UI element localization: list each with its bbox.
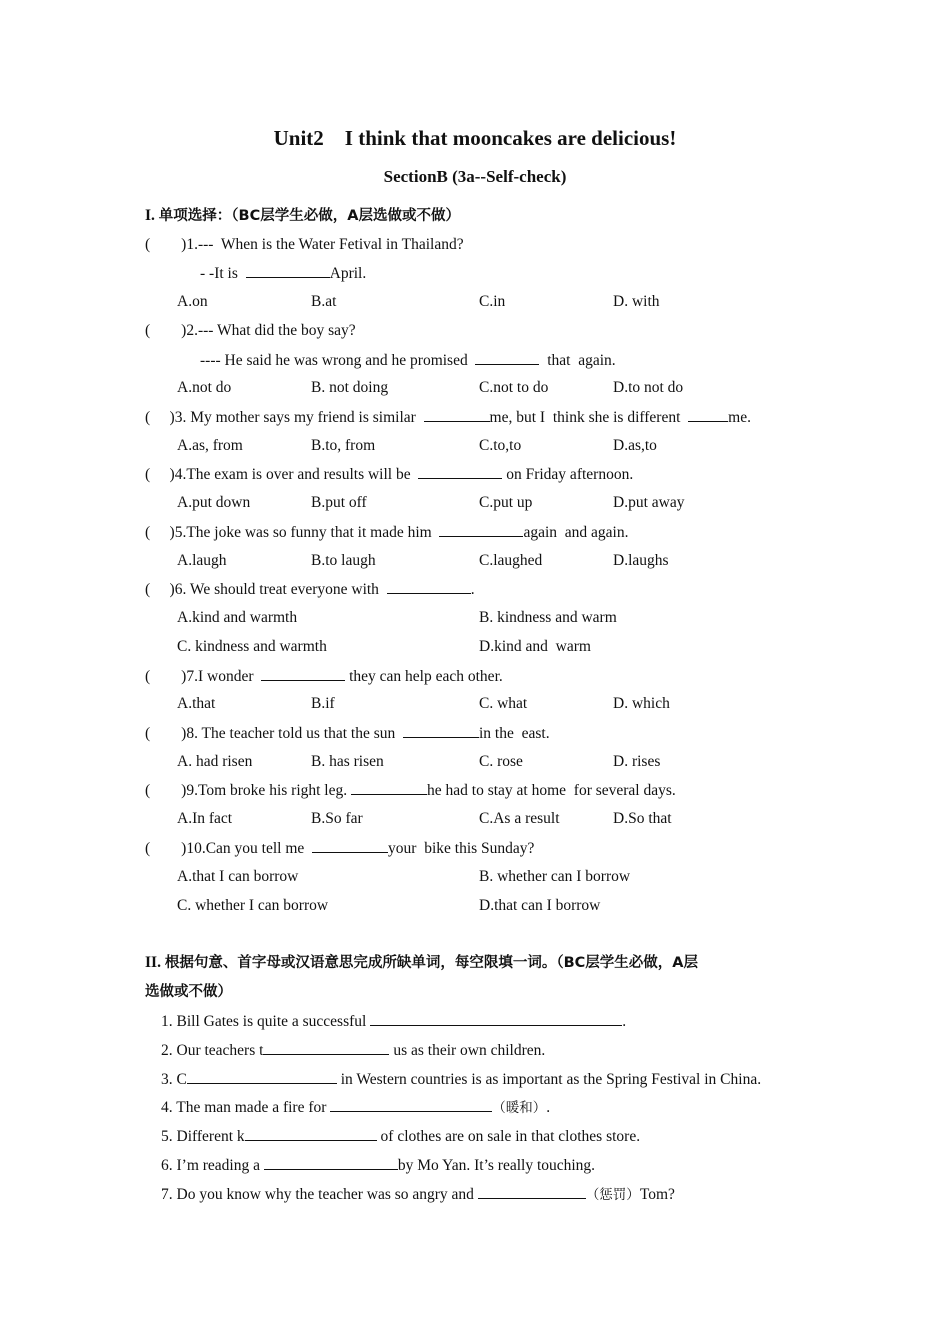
option-b: B.So far (311, 810, 363, 827)
answer-blank[interactable] (330, 1097, 492, 1112)
option-b: B.to laugh (311, 552, 376, 569)
question-7: ( )7.I wonder they can help each other. (145, 668, 503, 685)
option-b: B. has risen (311, 753, 384, 770)
option-d: D.to not do (613, 379, 684, 396)
section-1-heading (145, 201, 460, 231)
page-subtitle: SectionB (3a--Self-check) (383, 167, 567, 186)
page-title: Unit2 I think that mooncakes are delicious! (273, 126, 677, 150)
question-5: ( )5.The joke was so funny that it made him again and again. (145, 524, 629, 541)
option-d: D.put away (613, 494, 685, 511)
answer-blank[interactable] (263, 1040, 389, 1055)
section-2-heading (145, 948, 698, 978)
option-a: A.put down (177, 494, 251, 511)
option-d: D. with (613, 293, 660, 310)
option-d: D.as,to (613, 437, 657, 454)
fill-item-7: 7. Do you know why the teacher was so angry and （惩罚）Tom? (161, 1186, 675, 1203)
section-1-title: 单项选择：（BC层学生必做，A层选做或不做） (158, 208, 460, 224)
answer-blank[interactable] (370, 1011, 622, 1026)
question-1-answer-line: - -It is April. (200, 265, 367, 282)
answer-blank[interactable] (403, 723, 479, 738)
option-c: C. kindness and warmth (177, 638, 327, 655)
option-c: C.As a result (479, 810, 560, 827)
fill-item-6: 6. I’m reading a by Mo Yan. It’s really touching. (161, 1157, 596, 1174)
option-a: A.that I can borrow (177, 868, 299, 885)
option-d: D.kind and warm (479, 638, 591, 655)
option-b: B.put off (311, 494, 367, 511)
answer-blank[interactable] (439, 522, 523, 537)
fill-item-1: 1. Bill Gates is quite a successful . (161, 1013, 627, 1030)
answer-blank[interactable] (418, 464, 502, 479)
fill-item-3: 3. C in Western countries is as important as the Spring Festival in China. (161, 1071, 762, 1088)
option-a: A.not do (177, 379, 232, 396)
question-6: ( )6. We should treat everyone with . (145, 581, 475, 598)
option-d: D.that can I borrow (479, 897, 601, 914)
option-c: C. whether I can borrow (177, 897, 329, 914)
option-a: A.In fact (177, 810, 233, 827)
option-b: B. kindness and warm (479, 609, 617, 626)
question-9: ( )9.Tom broke his right leg. he had to stay at home for several days. (145, 782, 676, 799)
option-b: B.if (311, 695, 335, 712)
option-d: D. which (613, 695, 670, 712)
option-d: D.laughs (613, 552, 669, 569)
answer-blank[interactable] (475, 350, 539, 365)
section-2-title: 根据句意、首字母或汉语意思完成所缺单词，每空限填一词。（BC层学生必做，A层 (164, 955, 698, 971)
option-d: D.So that (613, 810, 672, 827)
question-1: ( )1.--- When is the Water Fetival in Thailand? (145, 236, 464, 253)
section-1-number: I. (145, 207, 155, 224)
option-b: B.to, from (311, 437, 376, 454)
question-10: ( )10.Can you tell me your bike this Sunday? (145, 840, 535, 857)
option-d: D. rises (613, 753, 661, 770)
answer-blank[interactable] (387, 579, 471, 594)
answer-blank[interactable] (246, 263, 330, 278)
answer-blank[interactable] (187, 1069, 337, 1084)
question-2: ( )2.--- What did the boy say? (145, 322, 356, 339)
question-8: ( )8. The teacher told us that the sun in the east. (145, 725, 550, 742)
option-b: B. not doing (311, 379, 389, 396)
question-4: ( )4.The exam is over and results will be on Friday afternoon. (145, 466, 634, 483)
option-c: C.in (479, 293, 506, 310)
option-b: B.at (311, 293, 337, 310)
section-2-number: II. (145, 954, 161, 971)
option-c: C.to,to (479, 437, 522, 454)
option-c: C.not to do (479, 379, 549, 396)
option-a: A.on (177, 293, 208, 310)
answer-blank[interactable] (688, 407, 728, 422)
chinese-hint: （暖和） (492, 1100, 547, 1116)
question-3: ( )3. My mother says my friend is similar me, but I think she is different me. (145, 409, 751, 426)
option-a: A.that (177, 695, 216, 712)
option-c: C.laughed (479, 552, 543, 569)
answer-blank[interactable] (424, 407, 490, 422)
option-a: A.as, from (177, 437, 243, 454)
option-c: C.put up (479, 494, 533, 511)
section-2-heading-cont: 选做或不做） (145, 984, 232, 1000)
answer-blank[interactable] (245, 1126, 377, 1141)
question-2-answer-line: ---- He said he was wrong and he promised that again. (200, 352, 616, 369)
answer-blank[interactable] (312, 838, 388, 853)
answer-blank[interactable] (478, 1184, 586, 1199)
option-a: A.laugh (177, 552, 227, 569)
option-c: C. what (479, 695, 528, 712)
answer-blank[interactable] (261, 666, 345, 681)
option-a: A. had risen (177, 753, 253, 770)
option-a: A.kind and warmth (177, 609, 298, 626)
fill-item-2: 2. Our teachers t us as their own children. (161, 1042, 546, 1059)
option-c: C. rose (479, 753, 523, 770)
option-b: B. whether can I borrow (479, 868, 631, 885)
chinese-hint: （惩罚） (585, 1187, 640, 1203)
answer-blank[interactable] (264, 1155, 398, 1170)
fill-item-4: 4. The man made a fire for （暖和）. (161, 1099, 551, 1116)
answer-blank[interactable] (351, 780, 427, 795)
fill-item-5: 5. Different k of clothes are on sale in that clothes store. (161, 1128, 641, 1145)
